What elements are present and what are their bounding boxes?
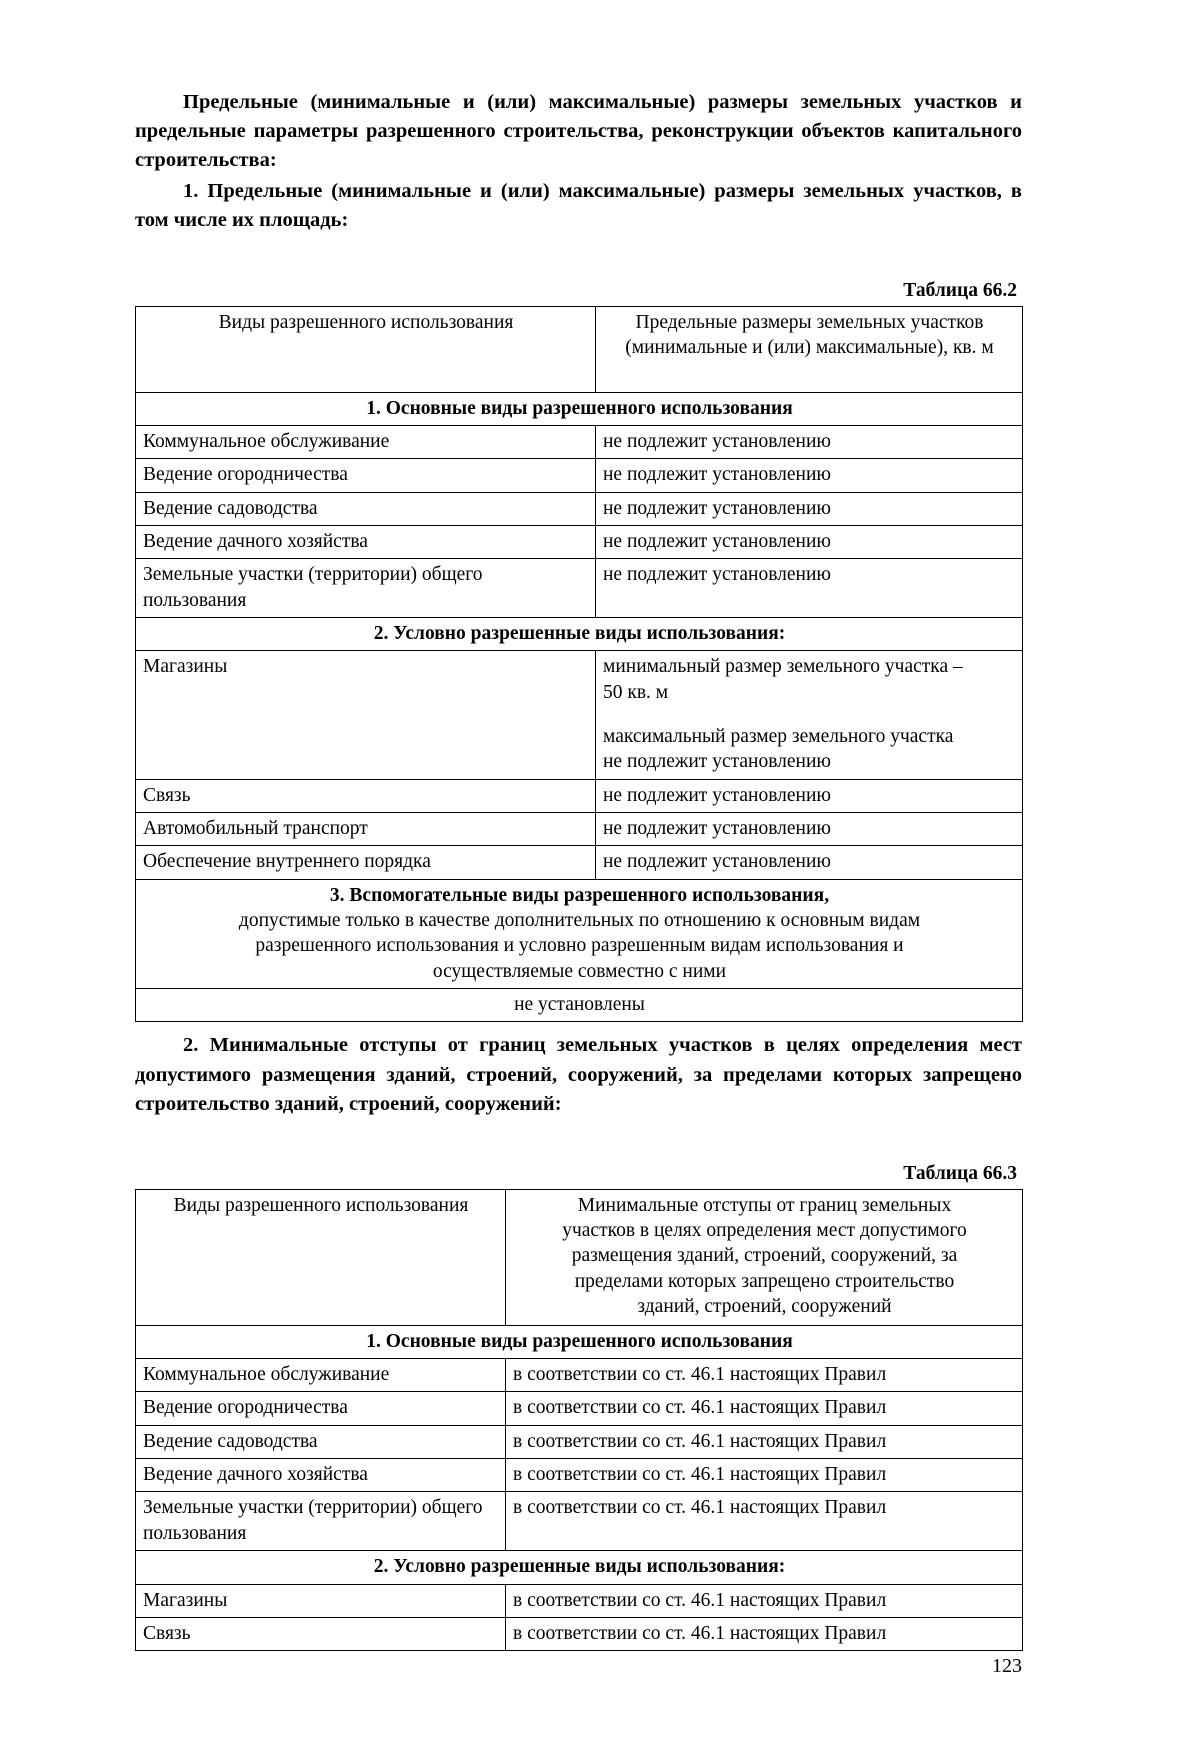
table1-row-value: не подлежит установлению [596, 425, 1023, 458]
table-row [136, 492, 1023, 525]
value-line-4: не подлежит установлению [603, 751, 831, 773]
table1-row-name: Связь [136, 779, 596, 812]
spacer [135, 1022, 1022, 1031]
table1-row-value: не подлежит установлению [596, 813, 1023, 846]
table-row [136, 651, 1023, 779]
table2-header-right [506, 1189, 1023, 1325]
page-number: 123 [992, 1655, 1022, 1677]
header-line-5: зданий, строений, сооружений [637, 1296, 892, 1318]
table-row [136, 1392, 1023, 1425]
table2-caption: Таблица 66.3 [903, 1162, 1017, 1184]
table-row [136, 459, 1023, 492]
table-row [136, 1359, 1023, 1392]
table1-caption: Таблица 66.2 [903, 279, 1017, 301]
table-row [136, 1459, 1023, 1492]
table1-row-value: не подлежит установлению [596, 559, 1023, 618]
table2-row-name: Коммунальное обслуживание [136, 1359, 506, 1392]
table2-row-value: в соответствии со ст. 46.1 настоящих Правил [506, 1392, 1023, 1425]
header-line-1: Минимальные отступы от границ земельных [577, 1194, 952, 1216]
table-row [136, 879, 1023, 988]
table-row [136, 306, 1023, 392]
table-row [136, 846, 1023, 879]
table1-section3-value: не установлены [136, 989, 1023, 1022]
table2-row-name: Ведение огородничества [136, 1392, 506, 1425]
table2-row-name: Связь [136, 1617, 506, 1650]
table-row [136, 617, 1023, 650]
table-row [136, 989, 1023, 1022]
spacer [135, 236, 1022, 280]
table1-row-name: Ведение огородничества [136, 459, 596, 492]
table1-row-name: Обеспечение внутреннего порядка [136, 846, 596, 879]
table-row [136, 1189, 1023, 1325]
table2-section2-title: 2. Условно разрешенные виды использования: [136, 1551, 1023, 1584]
table1-row-value: не подлежит установлению [596, 525, 1023, 558]
table-row [136, 425, 1023, 458]
table2-row-value: в соответствии со ст. 46.1 настоящих Правил [506, 1425, 1023, 1458]
value-line-3: максимальный размер земельного участка [603, 725, 954, 747]
table1-header-left: Виды разрешенного использования [136, 306, 596, 392]
table1-section1-title: 1. Основные виды разрешенного использования [136, 392, 1023, 425]
header-line-4: пределами которых запрещено строительство [574, 1270, 955, 1292]
table1-row-value: не подлежит установлению [596, 459, 1023, 492]
table1-section3-block [136, 879, 1023, 988]
intro-paragraph-2: 1. Предельные (минимальные и (или) максимальные) размеры земельных участков, в том числе их площадь: [135, 180, 1022, 232]
table2-section1-title: 1. Основные виды разрешенного использования [136, 1325, 1023, 1358]
table1-section3-line-2: разрешенного использования и условно разрешенным видам использования и [255, 935, 904, 957]
table1-section2-title: 2. Условно разрешенные виды использования: [136, 617, 1023, 650]
intro-paragraph-3: 2. Минимальные отступы от границ земельных участков в целях определения мест допустимого размещения зданий, строений, сооружений, за пределами которых запрещено строительство зданий, строений, сооружений: [135, 1034, 1022, 1115]
table1-row-value: не подлежит установлению [596, 492, 1023, 525]
table1-row-value: не подлежит установлению [596, 846, 1023, 879]
table-row [136, 559, 1023, 618]
table1-header-right: Предельные размеры земельных участков (минимальные и (или) максимальные), кв. м [596, 306, 1023, 392]
table2-row-value: в соответствии со ст. 46.1 настоящих Правил [506, 1617, 1023, 1650]
value-blank-line [603, 705, 1016, 724]
table1-section3-title: 3. Вспомогательные виды разрешенного использования, [329, 884, 830, 906]
table1-row-name: Автомобильный транспорт [136, 813, 596, 846]
table2-row-value: в соответствии со ст. 46.1 настоящих Правил [506, 1359, 1023, 1392]
table1-row-name: Коммунальное обслуживание [136, 425, 596, 458]
intro-paragraph-1: Предельные (минимальные и (или) максимальные) размеры земельных участков и предельные параметры разрешенного строительства, реконструкции объектов капитального строительства: [135, 91, 1022, 172]
table1-row-value: не подлежит установлению [596, 779, 1023, 812]
table2-header-left: Виды разрешенного использования [136, 1189, 506, 1325]
table-row [136, 813, 1023, 846]
table2-row-name: Ведение дачного хозяйства [136, 1459, 506, 1492]
table-66-3 [135, 1189, 1023, 1651]
table1-row-value-multiline [596, 651, 1023, 779]
table1-row-name: Ведение дачного хозяйства [136, 525, 596, 558]
table-row [136, 1617, 1023, 1650]
value-line-1: минимальный размер земельного участка – [603, 656, 963, 678]
table2-row-name: Земельные участки (территории) общего пользования [136, 1492, 506, 1551]
table-row [136, 1492, 1023, 1551]
header-line-2: участков в целях определения мест допустимого [562, 1220, 967, 1242]
table-row [136, 1584, 1023, 1617]
table1-section3-line-3: осуществляемые совместно с ними [432, 960, 727, 982]
table-row [136, 1425, 1023, 1458]
table2-row-name: Ведение садоводства [136, 1425, 506, 1458]
table2-row-value: в соответствии со ст. 46.1 настоящих Правил [506, 1492, 1023, 1551]
table2-row-name: Магазины [136, 1584, 506, 1617]
table2-row-value: в соответствии со ст. 46.1 настоящих Правил [506, 1584, 1023, 1617]
table-row [136, 1325, 1023, 1358]
table1-row-name: Земельные участки (территории) общего пользования [136, 559, 596, 618]
table2-row-value: в соответствии со ст. 46.1 настоящих Правил [506, 1459, 1023, 1492]
value-line-2: 50 кв. м [603, 681, 669, 703]
table1-row-name: Магазины [136, 651, 596, 779]
table-row [136, 779, 1023, 812]
table1-section3-line-1: допустимые только в качестве дополнительных по отношению к основным видам [238, 910, 921, 932]
spacer [135, 1119, 1022, 1163]
table-row [136, 1551, 1023, 1584]
table1-row-name: Ведение садоводства [136, 492, 596, 525]
table-66-2 [135, 306, 1023, 1023]
header-line-3: размещения зданий, строений, сооружений, за [571, 1245, 958, 1267]
table-row [136, 525, 1023, 558]
table-row [136, 392, 1023, 425]
